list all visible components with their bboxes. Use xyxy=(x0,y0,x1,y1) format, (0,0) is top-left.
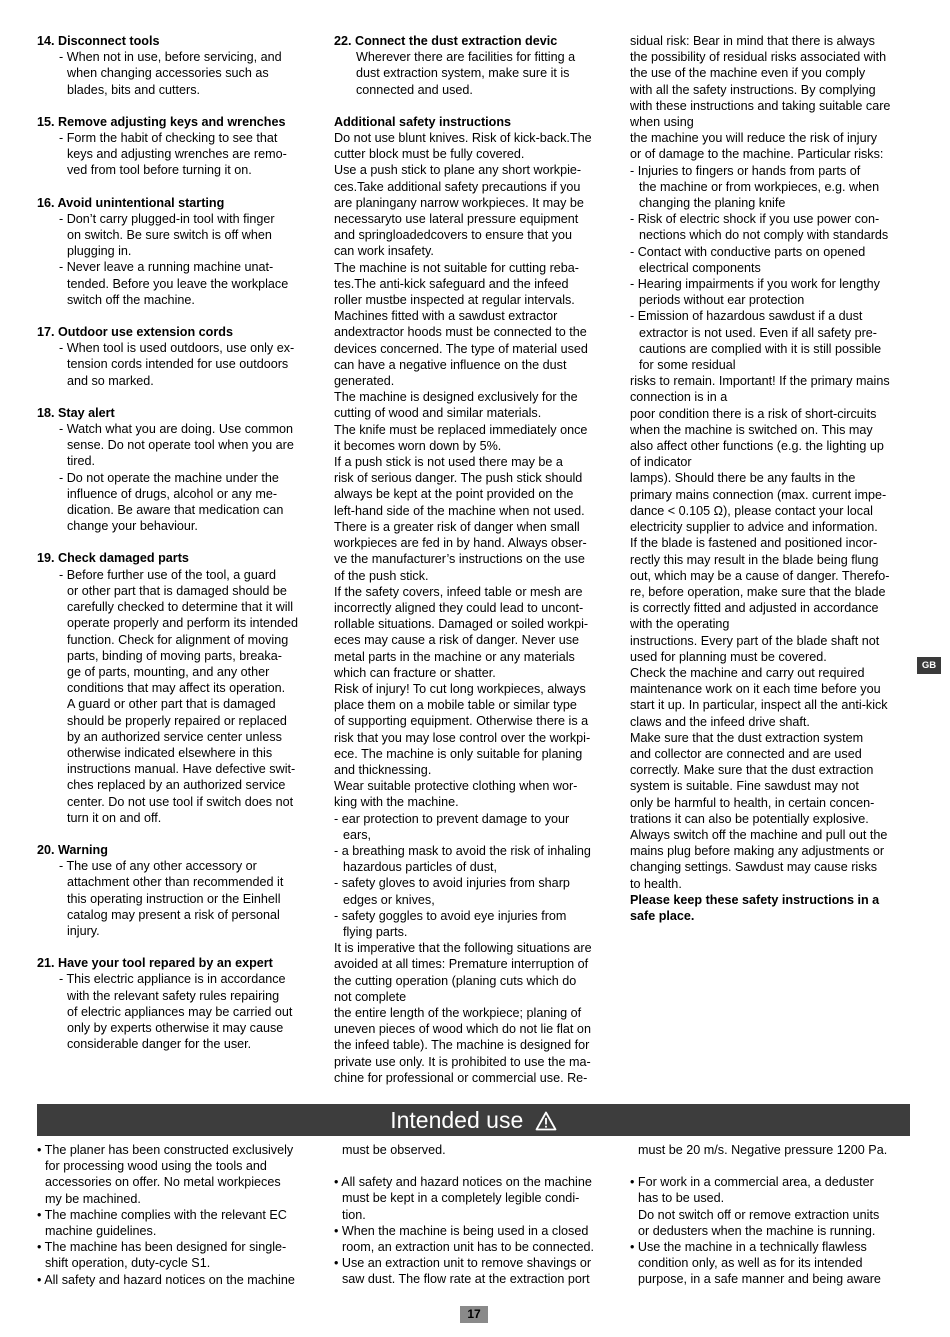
column-right xyxy=(630,33,913,924)
list-item: - Risk of electric shock if you use power con- nections which do not comply with standards xyxy=(630,212,889,243)
section-15 xyxy=(37,114,320,179)
section-heading: 17. Outdoor use extension cords xyxy=(37,325,233,340)
section-heading: 19. Check damaged parts xyxy=(37,551,189,566)
section-item: - When tool is used outdoors, use only ex- tension cords intended for use outdoors and so marked. xyxy=(59,341,295,388)
section-heading: 16. Avoid unintentional starting xyxy=(37,195,225,210)
section-item: - Do not operate the machine under the influence of drugs, alcohol or any me- dication. Be aware that medication can change your behaviour. xyxy=(59,470,284,534)
language-tab: GB xyxy=(917,657,941,674)
column-middle xyxy=(334,33,617,1086)
page-number: 17 xyxy=(460,1306,488,1323)
bullet-item: • All safety and hazard notices on the machine xyxy=(37,1272,295,1287)
section-heading: 18. Stay alert xyxy=(37,405,115,420)
warning-triangle-icon xyxy=(535,1111,557,1131)
bullet-continuation: Do not switch off or remove extraction units or dedusters when the machine is running. xyxy=(638,1207,880,1238)
section-16 xyxy=(37,195,320,308)
section-heading: 22. Connect the dust extraction devic xyxy=(334,34,558,48)
section-item: - The use of any other accessory or attachment other than recommended it this operating instruction or the Einhell catalog may present a risk of personal injury. xyxy=(59,859,284,938)
list-item: - safety goggles to avoid eye injuries from flying parts. xyxy=(334,908,567,939)
bullet-item: • The planer has been constructed exclusively for processing wood using the tools and accessories on offer. No metal workpieces my be machined. xyxy=(37,1143,294,1206)
bullet-continuation: must be observed. xyxy=(342,1143,446,1157)
column-left xyxy=(37,33,320,1068)
section-item: - This electric appliance is in accordance with the relevant safety rules repairing of electric appliances may be carried out only by experts otherwise it may cause considerable danger for the user. xyxy=(59,972,293,1052)
list-item: - safety gloves to avoid injuries from sharp edges or knives, xyxy=(334,876,570,907)
section-14 xyxy=(37,33,320,98)
bullet-item: • When the machine is being used in a closed room, an extraction unit has to be connected. xyxy=(334,1223,595,1255)
bullet-item: • Use an extraction unit to remove shavings or saw dust. The flow rate at the extraction port xyxy=(334,1256,592,1287)
list-item: - ear protection to prevent damage to your ears, xyxy=(334,811,570,842)
list-item: - Contact with conductive parts on opened electrical components xyxy=(630,244,866,275)
intended-use-title: Intended use xyxy=(390,1107,524,1133)
section-item: - Watch what you are doing. Use common sense. Do not operate tool when you are tired. xyxy=(59,422,294,469)
section-text: It is imperative that the following situations are avoided at all times: Premature interruption of the cutting operation (planing cuts which do not complete the entire length of the workpiece; planing of uneven pieces of wood which do not lie flat on the infeed table). The machine is designed for private use only. It is prohibited to use the ma- chine for professional or commercial use. Re- xyxy=(334,941,592,1085)
section-18 xyxy=(37,405,320,535)
section-heading: 21. Have your tool repared by an expert xyxy=(37,956,273,971)
list-item: - Emission of hazardous sawdust if a dust extractor is not used. Even if all safety pre- cautions are complied with it is still possible for some residual xyxy=(630,309,882,373)
section-17 xyxy=(37,324,320,389)
section-item: - Before further use of the tool, a guard or other part that is damaged should be carefully checked to determine that it will operate properly and perform its intended function. Check for alignment of moving parts, binding of moving parts, breaka- ge of parts, mounting, and any other conditions that may affect its operation. A guard or other part that is damaged should be properly repaired or replaced by an authorized service center unless otherwise indicated elsewhere in this instructions manual. Have defective swit- ches replaced by an authorized service center. Do not use tool if switch does not turn it on and off. xyxy=(59,567,299,825)
list-item: - Injuries to fingers or hands from parts of the machine or from workpieces, e.g. when changing the planing knife xyxy=(630,163,880,211)
intended-column-right xyxy=(630,1142,910,1288)
intended-use-header xyxy=(37,1104,910,1136)
bullet-item: • The machine has been designed for single- shift operation, duty-cycle S1. xyxy=(37,1240,287,1271)
section-item: - Form the habit of checking to see that keys and adjusting wrenches are remo- ved from tool before turning it on. xyxy=(59,131,287,178)
keep-instructions-note: Please keep these safety instructions in a safe place. xyxy=(630,892,880,923)
additional-safety-section xyxy=(334,114,617,1086)
intended-column-left xyxy=(37,1142,317,1288)
section-item: - Don’t carry plugged-in tool with finger on switch. Be sure switch is off when plugging in. xyxy=(59,211,275,259)
section-text: risks to remain. Important! If the primary mains connection is in a poor condition there is a risk of short-circuits when the machine is switched on. This may also affect other functions (e.g. the lighting up of indicator lamps). Should there be any faults in the primary mains connection (max. current impe- dance < 0.105 Ω), please contact your local electricity supplier to advice and information. If the blade is fastened and positioned incor- rectly this may result in the blade being flung out, which may be a cause of danger. Therefo- re, before operation, make sure that the blade is correctly fitted and adjusted in accordance with the operating instructions. Every part of the blade shaft not used for planning must be covered. Check the machine and carry out required maintenance work on it each time before you start it up. In particular, inspect all the anti-kick claws and the infeed drive shaft. Make sure that the dust extraction system and collector are connected and are used correctly. Make sure that the dust extraction system is suitable. Fine sawdust may not only be harmful to health, in certain concen- trations it can also be potentially explosive. Always switch off the machine and pull out the mains plug before making any adjustments or changing settings. Sawdust may cause risks to health. xyxy=(630,374,890,891)
intended-column-middle xyxy=(334,1142,614,1288)
section-22 xyxy=(334,33,617,98)
bullet-continuation: must be 20 m/s. Negative pressure 1200 Pa. xyxy=(638,1143,888,1157)
section-19 xyxy=(37,550,320,825)
section-heading: 20. Warning xyxy=(37,842,108,857)
section-text: Wherever there are facilities for fitting a dust extraction system, make sure it is connected and used. xyxy=(356,50,576,97)
list-item: - a breathing mask to avoid the risk of inhaling hazardous particles of dust, xyxy=(334,843,591,875)
section-21 xyxy=(37,955,320,1052)
bullet-item: • The machine complies with the relevant EC machine guidelines. xyxy=(37,1207,287,1239)
section-text: Do not use blunt knives. Risk of kick-back.The cutter block must be fully covered. Use a push stick to plane any short workpie- ces.Take additional safety precautions if you are planingany narrow workpieces. It may be necessaryto use lateral pressure equipment and springloadedcovers to ensure that you can work insafety. The machine is not suitable for cutting reba- tes.The anti-kick safeguard and the infeed roller mustbe inspected at regular intervals. Machines fitted with a sawdust extractor andextractor hoods must be connected to the devices concerned. The type of material used can have a negative influence on the dust generated. The machine is designed exclusively for the cutting of wood and similar materials. The knife must be replaced immediately once it becomes worn down by 5%. If a push stick is not used there may be a risk of serious danger. The push stick should always be kept at the point provided on the left-hand side of the machine when not used. There is a greater risk of danger when small workpieces are fed in by hand. Always obser- ve the manufacturer’s instructions on the use of the push stick. If the safety covers, infeed table or mesh are incorrectly aligned they could lead to uncont- rollable situations. Damaged or soiled workpi- eces may cause a risk of danger. Never use metal parts in the machine or any materials which can fracture or shatter. Risk of injury! To cut long workpieces, always place them on a mobile table or similar type of supporting equipment. Otherwise there is a risk that you may lose control over the workpi- ece. The machine is only suitable for planing and thicknessing. Wear suitable protective clothing when wor- king with the machine. xyxy=(334,131,592,810)
bullet-item: • For work in a commercial area, a deduster has to be used. xyxy=(630,1175,874,1206)
section-heading: 14. Disconnect tools xyxy=(37,34,160,48)
section-20 xyxy=(37,842,320,939)
bullet-item: • Use the machine in a technically flawless condition only, as well as for its intended purpose, in a safe manner and being aware xyxy=(630,1240,881,1287)
residual-risk-text: sidual risk: Bear in mind that there is always the possibility of residual risks associated with the use of the machine even if you comply with all the safety instructions. By complying with these instructions and taking suitable care when using the machine you will reduce the risk of injury or of damage to the machine. Particular risks: xyxy=(630,34,891,162)
section-item: - Never leave a running machine unat- tended. Before you leave the workplace switch off the machine. xyxy=(59,260,289,307)
section-item: - When not in use, before servicing, and when changing accessories such as blades, bits and cutters. xyxy=(59,50,282,97)
list-item: - Hearing impairments if you work for lengthy periods without ear protection xyxy=(630,277,880,308)
section-heading: Additional safety instructions xyxy=(334,114,512,129)
section-heading: 15. Remove adjusting keys and wrenches xyxy=(37,114,286,129)
bullet-item: • All safety and hazard notices on the machine must be kept in a completely legible condi- tion. xyxy=(334,1175,592,1222)
